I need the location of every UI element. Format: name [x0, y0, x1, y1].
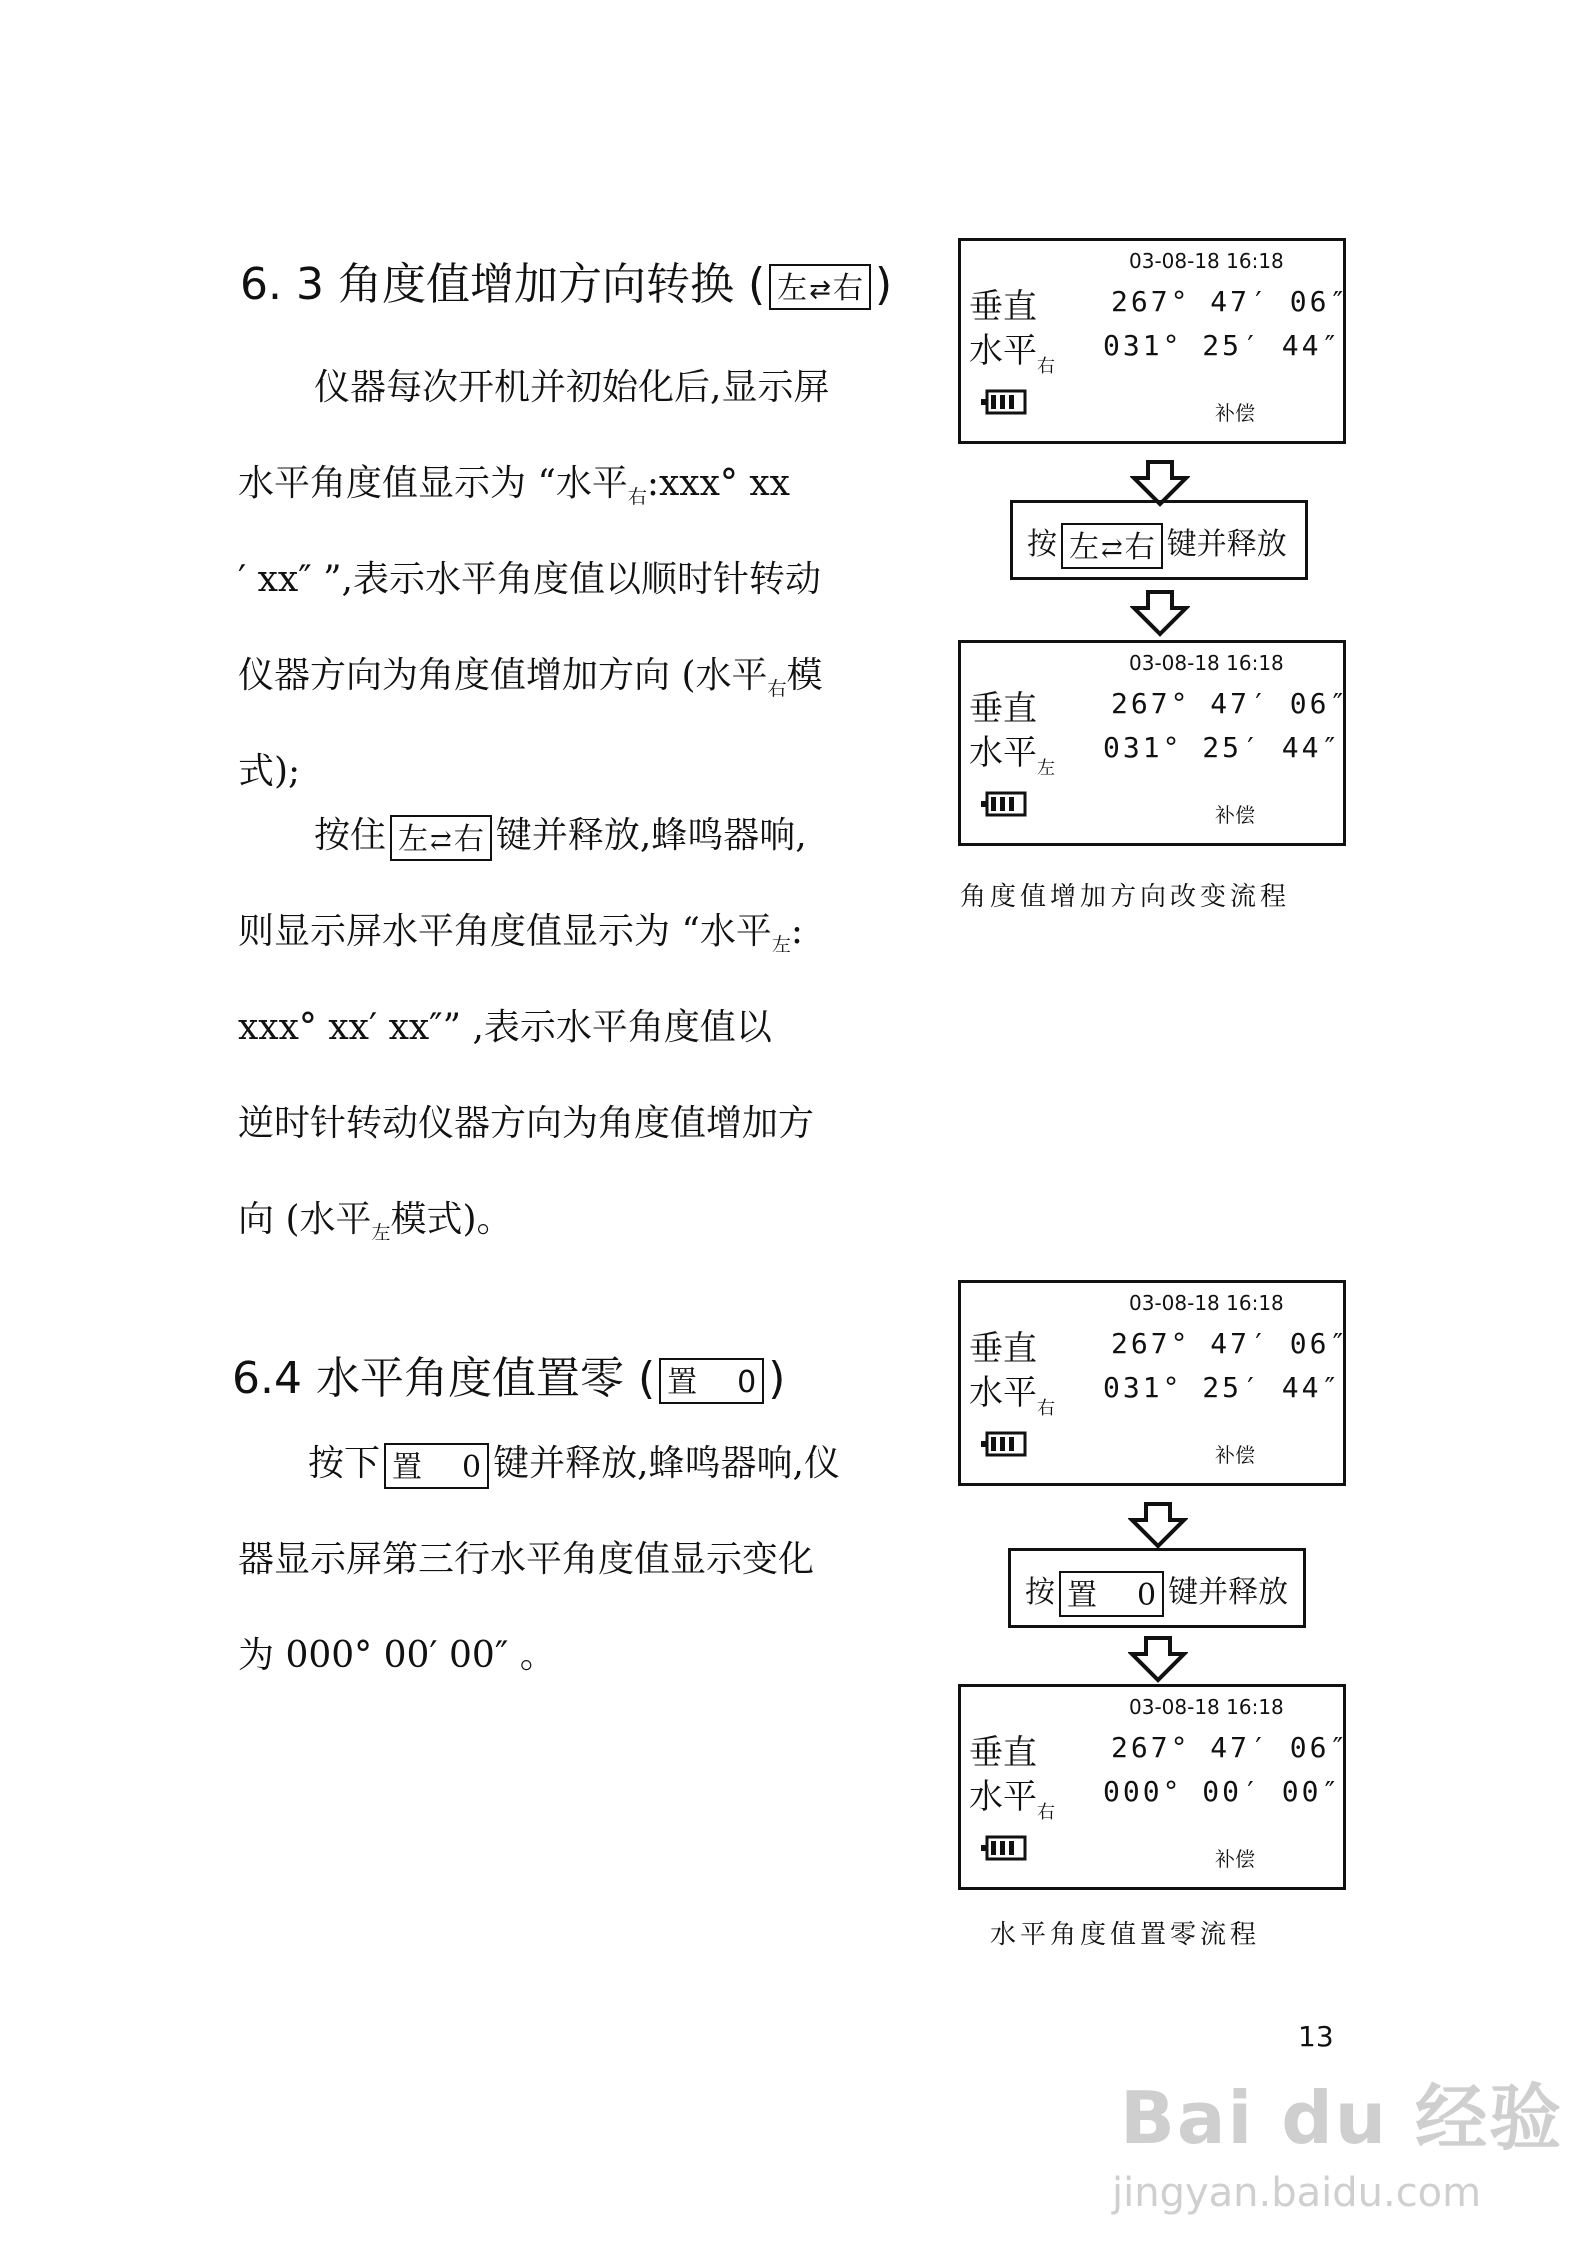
lcd-screen-after: [958, 1684, 1350, 1890]
zero-key-label: 置 0: [384, 1443, 489, 1489]
section-6-3-heading: 6. 3 角度值增加方向转换 ( 左⇄右 ): [240, 259, 893, 310]
page-number: 13: [1298, 2020, 1334, 2053]
press-key-step: 按 左⇄右 键并释放: [1010, 500, 1308, 580]
down-arrow-icon: [1128, 1636, 1188, 1684]
lcd-screen-before: [958, 238, 1350, 444]
section-number: 6. 3: [240, 259, 324, 310]
vertical-label: 垂直: [969, 689, 1037, 729]
vertical-angle-value: 267° 47′ 06″: [1111, 285, 1350, 318]
horizontal-angle-value: 031° 25′ 44″: [1103, 1371, 1342, 1404]
compensation-indicator: 补偿: [1215, 1443, 1255, 1467]
vertical-label: 垂直: [969, 1329, 1037, 1369]
battery-icon: [981, 387, 1031, 417]
battery-icon: [981, 1833, 1031, 1863]
watermark-logo: Bai du 经验: [1120, 2076, 1564, 2160]
horizontal-angle-value: 000° 00′ 00″: [1103, 1775, 1342, 1808]
vertical-label: 垂直: [969, 287, 1037, 327]
date-time-readout: 03-08-18 16:18: [1129, 249, 1284, 273]
section-title: 角度值增加方向转换: [337, 259, 734, 310]
watermark-url: jingyan.baidu.com: [1112, 2170, 1482, 2216]
battery-icon: [981, 789, 1031, 819]
horizontal-label: 水平$_左$: [969, 733, 1055, 779]
horizontal-label: 水平$_右$: [969, 1777, 1055, 1823]
section-6-4-heading: 6.4 水平角度值置零 ( 置 0 ): [232, 1353, 786, 1404]
zero-key-label: 置 0: [1059, 1571, 1164, 1617]
direction-key-label: 左⇄右: [390, 815, 492, 861]
section-number: 6.4: [232, 1353, 302, 1404]
section-6-4-paragraph: 按下 置 0 键并释放,蜂鸣器响,仪 器显示屏第三行水平角度值显示变化 为 000° 00′ 00″ 。: [238, 1443, 840, 1676]
date-time-readout: 03-08-18 16:18: [1129, 1695, 1284, 1719]
press-key-step: 按 置 0 键并释放: [1008, 1548, 1306, 1628]
horizontal-label: 水平$_右$: [969, 331, 1055, 377]
date-time-readout: 03-08-18 16:18: [1129, 651, 1284, 675]
section-6-3-paragraph-2: 按住 左⇄右 键并释放,蜂鸣器响, 则显示屏水平角度值显示为 “水平$_左$: xxx° xx′ xx″” ,表示水平角度值以 逆时针转动仪器方向为角度值增加方 向 (水平$_左$模式)。: [238, 815, 815, 1244]
direction-key-label: 左⇄右: [769, 264, 871, 310]
vertical-angle-value: 267° 47′ 06″: [1111, 1731, 1350, 1764]
battery-icon: [981, 1429, 1031, 1459]
down-arrow-icon: [1130, 590, 1190, 638]
flow-caption: 角度值增加方向改变流程: [960, 882, 1291, 912]
vertical-label: 垂直: [969, 1733, 1037, 1773]
lcd-screen-before: [958, 1280, 1350, 1486]
direction-key-label: 左⇄右: [1061, 523, 1163, 569]
date-time-readout: 03-08-18 16:18: [1129, 1291, 1284, 1315]
swap-arrows-icon: ⇄: [809, 275, 831, 305]
horizontal-angle-value: 031° 25′ 44″: [1103, 329, 1342, 362]
down-arrow-icon: [1128, 1502, 1188, 1550]
swap-arrows-icon: ⇄: [1101, 534, 1123, 564]
compensation-indicator: 补偿: [1215, 803, 1255, 827]
lcd-screen-after: [958, 640, 1350, 846]
horizontal-label: 水平$_右$: [969, 1373, 1055, 1419]
horizontal-angle-value: 031° 25′ 44″: [1103, 731, 1342, 764]
section-title: 水平角度值置零: [315, 1353, 624, 1404]
vertical-angle-value: 267° 47′ 06″: [1111, 687, 1350, 720]
swap-arrows-icon: ⇄: [430, 826, 452, 856]
compensation-indicator: 补偿: [1215, 1847, 1255, 1871]
section-6-3-paragraph-1: 仪器每次开机并初始化后,显示屏 水平角度值显示为 “水平$_右$:xxx° xx ′ xx″ ”,表示水平角度值以顺时针转动 仪器方向为角度值增加方向 (水平$_右$模 式);: [238, 367, 830, 792]
flow-caption: 水平角度值置零流程: [990, 1920, 1261, 1950]
compensation-indicator: 补偿: [1215, 401, 1255, 425]
vertical-angle-value: 267° 47′ 06″: [1111, 1327, 1350, 1360]
zero-key-label: 置 0: [659, 1358, 764, 1404]
